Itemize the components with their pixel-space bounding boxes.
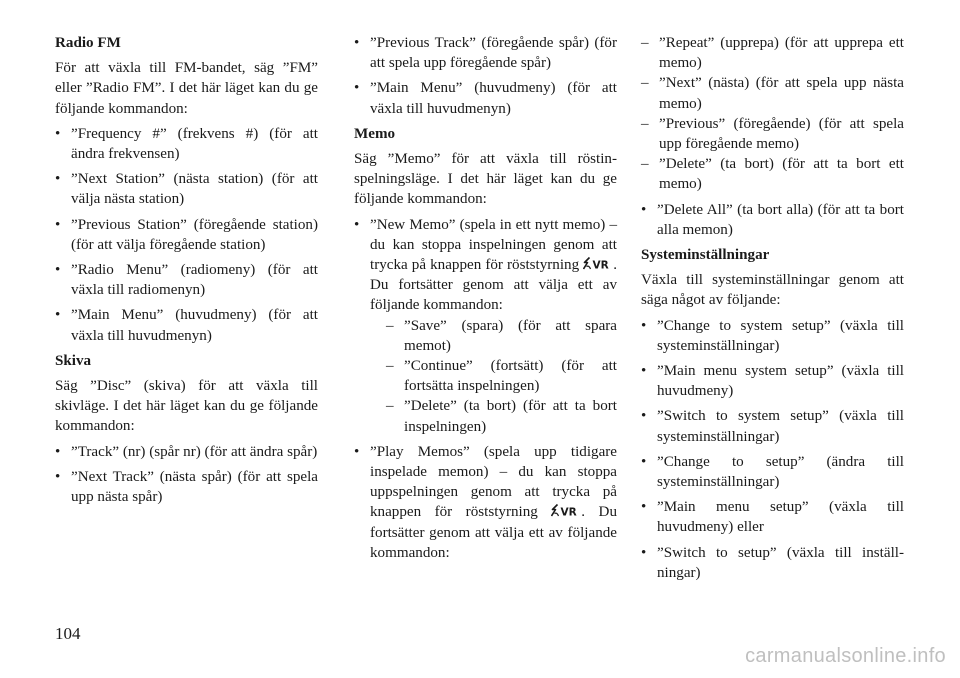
list-item: • ”Change to setup” (ändra till systeminställningar): [641, 452, 904, 492]
disc-heading: Skiva: [55, 352, 92, 369]
list-item: • ”Main Menu” (huvudmeny) (för att växla till huvudmenyn): [354, 78, 617, 118]
new-memo-sub-list: [370, 316, 617, 437]
list-item: • ”Next Station” (nästa station) (för att välja nästa station): [55, 169, 318, 209]
memo-command-list-continued: [641, 200, 904, 240]
list-item: – ”Continue” (fortsätt) (för att fortsätta inspelningen): [370, 356, 617, 396]
list-item: • ”Frequency #” (frekvens #) (för att ändra frekvensen): [55, 124, 318, 164]
memo-intro: Säg ”Memo” för att växla till röstinspelningsläge. I det här läget kan du ge följande kommandon:: [354, 151, 617, 208]
play-memos-item: [354, 442, 617, 563]
radio-fm-command-list: [55, 124, 318, 346]
list-item: – ”Previous” (föregående) (för att spela upp föregående memo): [625, 114, 904, 154]
column-3: [641, 33, 904, 588]
list-item: • ”Delete All” (ta bort alla) (för att ta bort alla memon): [641, 200, 904, 240]
list-item: • ”Previous Track” (föregående spår) (för att spela upp föregående spår): [354, 33, 617, 73]
play-memos-text: ”Play Memos” (spela upp tidigare inspelade memon) – du kan stoppa uppspelningen genom att trycka på knappen för röststyrning: [370, 443, 617, 521]
column-1: [55, 33, 318, 512]
list-item: • ”Switch to setup” (växla till inställningar): [641, 543, 904, 583]
memo-heading: Memo: [354, 125, 396, 142]
list-item: – ”Delete” (ta bort) (för att ta bort inspelningen): [370, 396, 617, 436]
list-item: – ”Delete” (ta bort) (för att ta bort ett memo): [625, 154, 904, 194]
new-memo-item: [354, 215, 617, 437]
list-item: • ”Radio Menu” (radiomeny) (för att växla till radiomenyn): [55, 260, 318, 300]
list-item: • ”Main Menu” (huvudmeny) (för att växla till huvudmenyn): [55, 305, 318, 345]
svg-text:VR: VR: [560, 506, 578, 519]
list-item: • ”Previous Station” (föregående station) (för att välja föregående station): [55, 215, 318, 255]
system-settings-command-list: [641, 316, 904, 583]
list-item: – ”Save” (spara) (för att spara memot): [370, 316, 617, 356]
list-item: • ”Change to system setup” (växla till systeminställningar): [641, 316, 904, 356]
voice-recognition-icon: [551, 503, 581, 518]
voice-recognition-icon: [583, 256, 613, 271]
list-item: • ”Main menu setup” (växla till huvudmeny) eller: [641, 497, 904, 537]
list-item: • ”Switch to system setup” (växla till systeminställningar): [641, 406, 904, 446]
watermark: carmanualsonline.info: [745, 645, 946, 667]
play-memos-text-end: . Du fortsätter genom att välja ett av följande kommandon:: [370, 504, 617, 561]
disc-intro: Säg ”Disc” (skiva) för att växla till skivläge. I det här läget kan du ge följande kommandon:: [55, 378, 318, 435]
list-item: – ”Repeat” (upprepa) (för att upprepa ett memo): [625, 33, 904, 73]
system-settings-intro: Växla till systeminställningar genom att säga något av följande:: [641, 272, 904, 309]
play-memos-sub-list: [625, 33, 904, 195]
radio-fm-heading: Radio FM: [55, 35, 121, 51]
memo-command-list: [354, 215, 617, 563]
list-item: • ”Main menu system setup” (växla till huvudmeny): [641, 361, 904, 401]
column-2: [354, 33, 617, 568]
system-settings-heading: Systeminställningar: [641, 247, 770, 264]
svg-text:VR: VR: [592, 259, 609, 272]
new-memo-text-end: . Du fortsätter genom att välja ett av följande kommandon:: [370, 257, 618, 314]
list-item: – ”Next” (nästa) (för att spela upp nästa memo): [625, 73, 904, 113]
radio-fm-intro: För att växla till FM-bandet, säg ”FM” eller ”Radio FM”. I det här läget kan du ge följande kommandon:: [55, 60, 318, 117]
list-item: • ”Next Track” (nästa spår) (för att spela upp nästa spår): [55, 467, 318, 507]
list-item: • ”Track” (nr) (spår nr) (för att ändra spår): [55, 442, 318, 462]
disc-command-list-continued: [354, 33, 617, 119]
page-number: 104: [55, 624, 81, 643]
disc-command-list: [55, 442, 318, 508]
new-memo-text: ”New Memo” (spela in ett nytt memo) – du kan stoppa inspelningen genom att trycka på knappen för röststyrning: [370, 216, 617, 274]
